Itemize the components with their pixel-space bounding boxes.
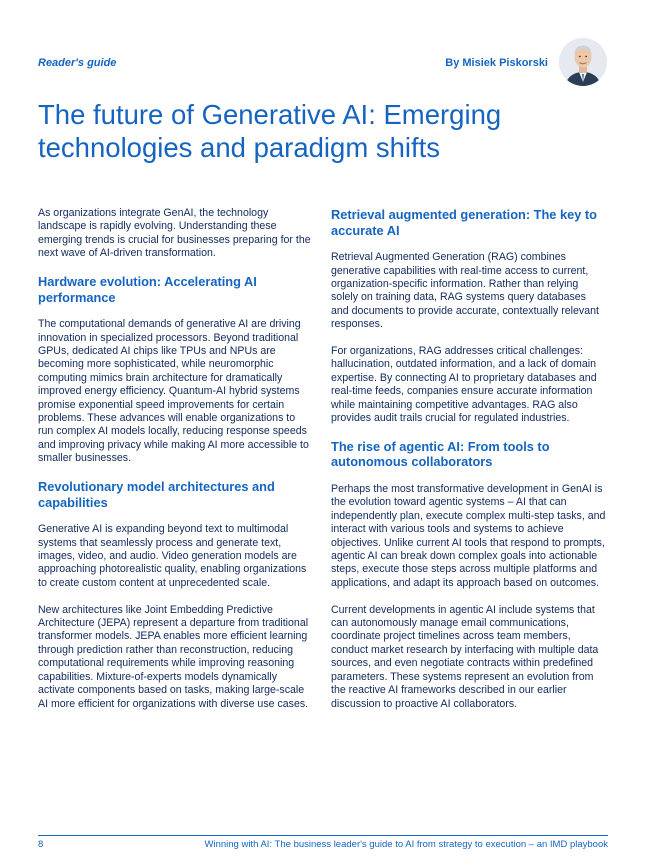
page-title: The future of Generative AI: Emerging technologies and paradigm shifts bbox=[38, 99, 502, 163]
footer-publication-title: Winning with AI: The business leader's guide to AI from strategy to execution – an IMD playbook bbox=[204, 839, 608, 850]
left-column bbox=[38, 207, 313, 724]
paragraph-hardware: The computational demands of generative AI are driving innovation in specialized processors. Beyond traditional GPUs, dedicated AI chips like TPUs and NPUs are becoming more sophisticated, while neuromorphic computing mimics brain architecture for dramatically improved energy efficiency. Quantum-AI hybrid systems promise exponential speed improvements for certain problems. These advances will enable organizations to run complex AI models locally, reducing response speeds and improving privacy while making AI more accessible to smaller businesses. bbox=[38, 318, 309, 465]
author-avatar bbox=[559, 38, 607, 86]
section-heading-architectures: Revolutionary model architectures and capabilities bbox=[38, 479, 275, 510]
section-label: Reader's guide bbox=[38, 57, 117, 69]
paragraph-multimodal: Generative AI is expanding beyond text to multimodal systems that seamlessly process and generate text, images, video, and audio. Video generation models are approaching photorealistic quality, enabling organizations to create custom content at unprecedented scale. bbox=[38, 523, 307, 589]
section-heading-rag: Retrieval augmented generation: The key to accurate AI bbox=[331, 207, 597, 238]
author-portrait-icon bbox=[559, 38, 607, 86]
paragraph-agentic-developments: Current developments in agentic AI include systems that can autonomously manage email communications, coordinate project timelines across team members, conduct market research by interfacing with multiple data sources, and even negotiate contracts within predefined parameters. These systems represent an evolution from the reactive AI frameworks described in our earlier discussion to proactive AI collaborators. bbox=[331, 603, 599, 710]
section-heading-hardware: Hardware evolution: Accelerating AI performance bbox=[38, 274, 257, 305]
footer-divider bbox=[38, 835, 608, 836]
section-heading-agentic: The rise of agentic AI: From tools to autonomous collaborators bbox=[331, 438, 550, 470]
paragraph-agentic-intro: Perhaps the most transformative development in GenAI is the evolution toward agentic systems – AI that can independently plan, execute complex multi-step tasks, and interact with various tools and systems to achieve objectives. Unlike current AI tools that respond to prompts, agentic AI can break down complex goals into actionable steps, execute those steps across multiple platforms and applications, and adapt its approach based on outcomes. bbox=[331, 483, 606, 589]
paragraph-jepa: New architectures like Joint Embedding Predictive Architecture (JEPA) represent a departure from traditional transformer models. JEPA enables more efficient learning through prediction rather than reconstruction, reducing computational requirements while improving reasoning capabilities. Mixture-of-experts models dynamically activate components based on tasks, making large-scale AI more efficient for organizations with diverse use cases. bbox=[38, 603, 309, 710]
right-column bbox=[331, 207, 606, 724]
paragraph-rag-intro: Retrieval Augmented Generation (RAG) combines generative capabilities with real-time access to current, organization-specific information. Rather than relying solely on training data, RAG systems query databases and documents to provide accurate, contextually relevant responses. bbox=[331, 251, 599, 331]
intro-paragraph: As organizations integrate GenAI, the technology landscape is rapidly evolving. Understanding these emerging trends is crucial for businesses preparing for the next wave of AI-driven transformation. bbox=[38, 207, 311, 260]
paragraph-rag-benefits: For organizations, RAG addresses critical challenges: hallucination, outdated information, and a lack of domain expertise. By connecting AI to proprietary databases and real-time feeds, companies ensure accurate information while maintaining competitive advantages. RAG also provides audit trails crucial for regulated industries. bbox=[331, 345, 597, 425]
author-byline: By Misiek Piskorski bbox=[445, 57, 548, 69]
page-number: 8 bbox=[38, 839, 44, 850]
